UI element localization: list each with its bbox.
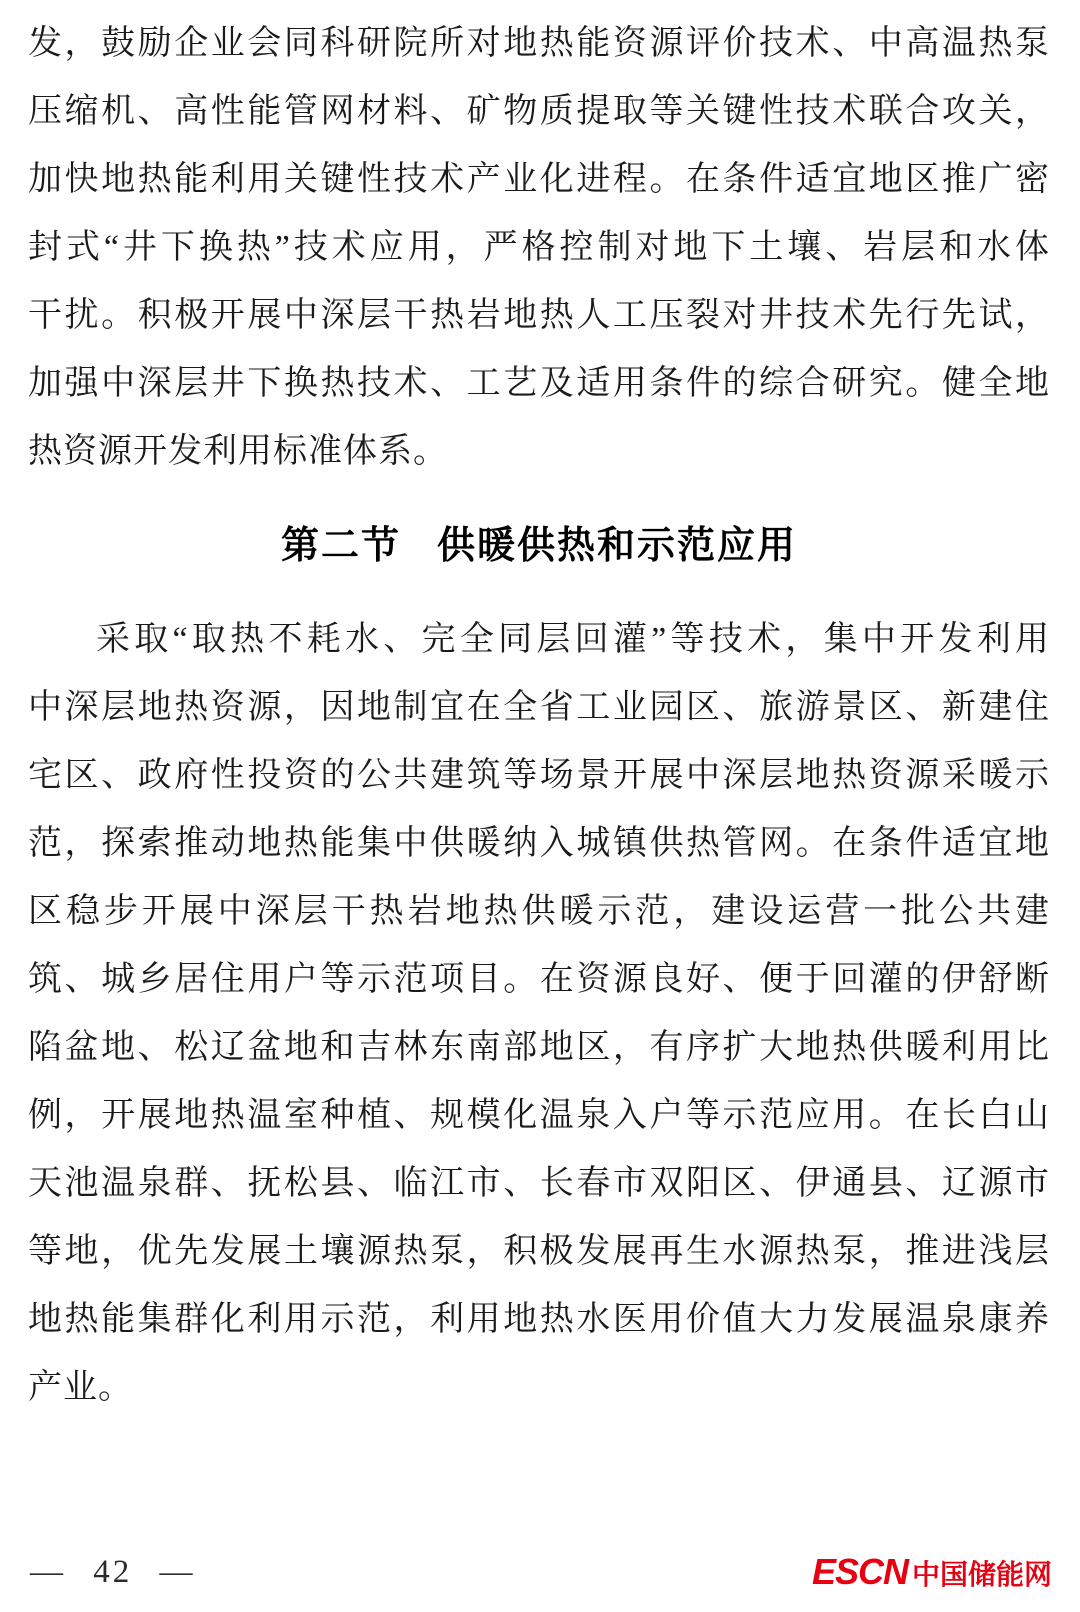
text-line: 加快地热能利用关键性技术产业化进程。在条件适宜地区推广密	[28, 161, 1050, 198]
text-line: 采取“取热不耗水、完全同层回灌”等技术，集中开发利用	[96, 621, 1050, 658]
section-heading	[28, 512, 1050, 580]
text-line: 筑、城乡居住用户等示范项目。在资源良好、便于回灌的伊舒断	[28, 961, 1050, 998]
escn-logo-chinese-text: 中国储能网	[911, 1559, 1052, 1590]
text-line: 中深层地热资源，因地制宜在全省工业园区、旅游景区、新建住	[28, 689, 1050, 726]
text-line: 封式“井下换热”技术应用，严格控制对地下土壤、岩层和水体	[28, 229, 1050, 266]
text-line: 产业。	[28, 1369, 133, 1406]
text-line: 地热能集群化利用示范，利用地热水医用价值大力发展温泉康养	[28, 1301, 1050, 1338]
page-footer	[30, 1540, 1052, 1604]
text-line: 发，鼓励企业会同科研院所对地热能资源评价技术、中高温热泵	[28, 25, 1050, 62]
paragraph-continuation	[28, 10, 1050, 486]
paragraph-body	[28, 606, 1050, 1422]
page-number: — 42 —	[30, 1553, 196, 1590]
text-line: 热资源开发利用标准体系。	[28, 433, 448, 470]
text-line: 陷盆地、松辽盆地和吉林东南部地区，有序扩大地热供暖利用比	[28, 1029, 1050, 1066]
text-line: 例，开展地热温室种植、规模化温泉入户等示范应用。在长白山	[28, 1097, 1050, 1134]
text-line: 区稳步开展中深层干热岩地热供暖示范，建设运营一批公共建	[28, 893, 1050, 930]
page-body	[28, 10, 1050, 1422]
text-line: 干扰。积极开展中深层干热岩地热人工压裂对井技术先行先试，	[28, 297, 1050, 334]
text-line: 压缩机、高性能管网材料、矿物质提取等关键性技术联合攻关，	[28, 93, 1050, 130]
section-title: 供暖供热和示范应用	[437, 525, 798, 567]
text-line: 宅区、政府性投资的公共建筑等场景开展中深层地热资源采暖示	[28, 757, 1050, 794]
text-line: 加强中深层井下换热技术、工艺及适用条件的综合研究。健全地	[28, 365, 1050, 402]
escn-logo-latin-text: ESCN	[811, 1551, 908, 1592]
escn-logo	[812, 1551, 1052, 1593]
text-line: 范，探索推动地热能集中供暖纳入城镇供热管网。在条件适宜地	[28, 825, 1050, 862]
text-line: 天池温泉群、抚松县、临江市、长春市双阳区、伊通县、辽源市	[28, 1165, 1050, 1202]
text-line: 等地，优先发展土壤源热泵，积极发展再生水源热泵，推进浅层	[28, 1233, 1050, 1270]
section-number: 第二节	[280, 525, 401, 567]
